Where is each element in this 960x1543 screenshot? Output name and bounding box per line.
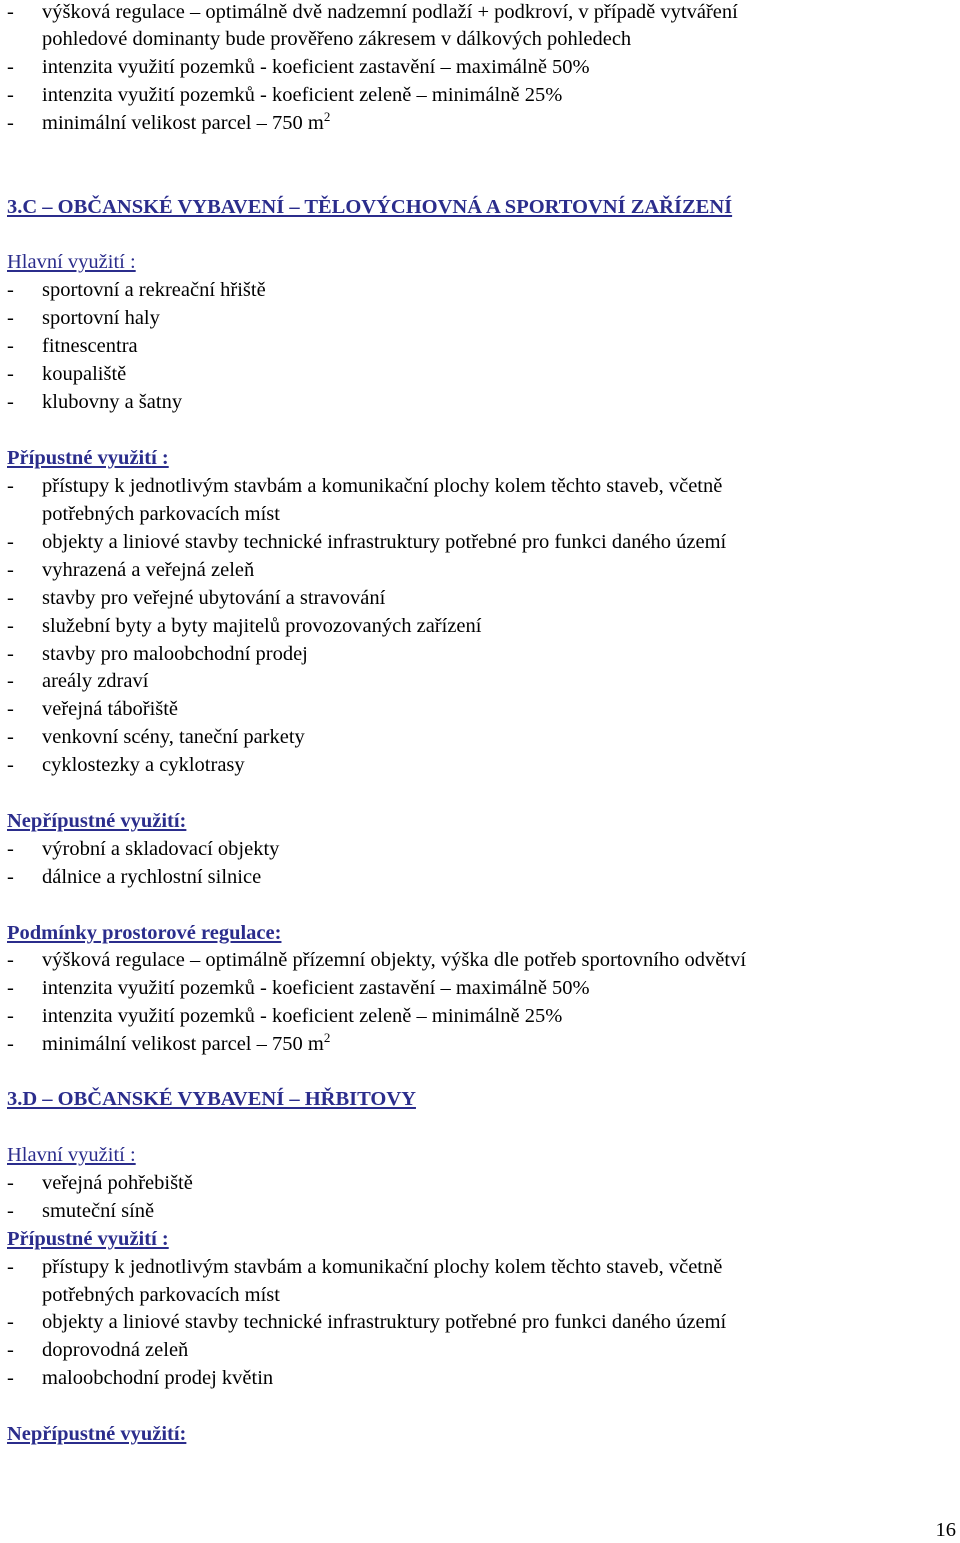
list-item-text: doprovodná zeleň (42, 1339, 189, 1361)
list-item (7, 111, 330, 135)
list-item (7, 753, 245, 777)
list-dash: - (7, 838, 14, 860)
list-dash: - (7, 866, 14, 888)
list-dash: - (7, 335, 14, 357)
list-item-text: stavby pro veřejné ubytování a stravování (42, 587, 386, 609)
list-item-text: smuteční síně (42, 1200, 155, 1222)
list-dash: - (7, 949, 14, 971)
list-dash: - (7, 698, 14, 720)
list-item-continuation: potřebných parkovacích míst (42, 503, 280, 525)
list-item-text: veřejná pohřebiště (42, 1172, 193, 1194)
list-item-text: koupaliště (42, 363, 127, 385)
list-item-text: minimální velikost parcel – 750 m (42, 1033, 324, 1055)
list-item-text: fitnescentra (42, 335, 138, 357)
list-item-text: objekty a liniové stavby technické infrastruktury potřebné pro funkci daného území (42, 1311, 727, 1333)
list-item-text: vyhrazená a veřejná zeleň (42, 559, 255, 581)
list-item-text: stavby pro maloobchodní prodej (42, 643, 308, 665)
list-item (7, 1255, 960, 1279)
list-item (7, 558, 254, 582)
list-dash: - (7, 1339, 14, 1361)
list-dash: - (7, 754, 14, 776)
list-item-text: dálnice a rychlostní silnice (42, 866, 262, 888)
list-item (7, 614, 481, 638)
list-dash: - (7, 279, 14, 301)
list-item-text: intenzita využití pozemků - koeficient zastavění – maximálně 50% (42, 977, 590, 999)
list-item-text: sportovní a rekreační hřiště (42, 279, 266, 301)
list-dash: - (7, 1367, 14, 1389)
section-title: 3.C – OBČANSKÉ VYBAVENÍ – TĚLOVÝCHOVNÁ A SPORTOVNÍ ZAŘÍZENÍ (7, 196, 733, 218)
list-dash: - (7, 559, 14, 581)
list-dash: - (7, 670, 14, 692)
list-item (7, 1171, 193, 1195)
list-dash: - (7, 643, 14, 665)
list-item-text: klubovny a šatny (42, 391, 183, 413)
list-dash: - (7, 1172, 14, 1194)
list-dash: - (7, 1311, 14, 1333)
list-dash: - (7, 977, 14, 999)
list-dash: - (7, 531, 14, 553)
list-item (7, 976, 590, 1000)
list-item-text: výšková regulace – optimálně přízemní objekty, výška dle potřeb sportovního odvětví (42, 949, 747, 971)
list-item (7, 55, 590, 79)
page-number: 16 (935, 1519, 956, 1541)
list-item-text: maloobchodní prodej květin (42, 1367, 274, 1389)
list-dash: - (7, 1, 14, 23)
list-item (7, 725, 305, 749)
list-item-text: areály zdraví (42, 670, 149, 692)
list-item (7, 362, 126, 386)
list-item (7, 474, 960, 498)
list-item-text: přístupy k jednotlivým stavbám a komunikační plochy kolem těchto staveb, včetně (42, 1256, 723, 1278)
list-item (7, 1004, 562, 1028)
list-item-continuation: potřebných parkovacích míst (42, 1284, 280, 1306)
forbidden-use-heading: Nepřípustné využití: (7, 810, 187, 832)
list-item-text: intenzita využití pozemků - koeficient zeleně – minimálně 25% (42, 84, 563, 106)
list-dash: - (7, 112, 14, 134)
list-dash: - (7, 84, 14, 106)
list-item (7, 837, 279, 861)
main-use-heading: Hlavní využití : (7, 251, 136, 273)
list-item-text: venkovní scény, taneční parkety (42, 726, 305, 748)
list-dash: - (7, 1005, 14, 1027)
list-item-text: sportovní haly (42, 307, 160, 329)
list-item-text: služební byty a byty majitelů provozovaných zařízení (42, 615, 482, 637)
list-dash: - (7, 1200, 14, 1222)
list-item (7, 1310, 726, 1334)
list-item-text: intenzita využití pozemků - koeficient zeleně – minimálně 25% (42, 1005, 563, 1027)
list-item (7, 83, 562, 107)
list-item (7, 530, 726, 554)
allowed-use-heading: Přípustné využití : (7, 1228, 169, 1250)
list-dash: - (7, 56, 14, 78)
list-item-text: intenzita využití pozemků - koeficient zastavění – maximálně 50% (42, 56, 590, 78)
list-item (7, 334, 138, 358)
list-dash: - (7, 475, 14, 497)
list-item (7, 390, 182, 414)
list-item (7, 586, 385, 610)
list-dash: - (7, 615, 14, 637)
list-item-text: objekty a liniové stavby technické infrastruktury potřebné pro funkci daného území (42, 531, 727, 553)
superscript: 2 (323, 1030, 331, 1045)
list-item (7, 278, 266, 302)
list-dash: - (7, 587, 14, 609)
list-item (7, 306, 160, 330)
forbidden-use-heading: Nepřípustné využití: (7, 1423, 187, 1445)
list-item (7, 1032, 330, 1056)
list-item-text: cyklostezky a cyklotrasy (42, 754, 245, 776)
section-title: 3.D – OBČANSKÉ VYBAVENÍ – HŘBITOVY (7, 1088, 416, 1110)
list-item (7, 0, 960, 24)
list-dash: - (7, 1256, 14, 1278)
conditions-heading: Podmínky prostorové regulace: (7, 922, 282, 944)
list-item (7, 642, 308, 666)
list-dash: - (7, 391, 14, 413)
list-dash: - (7, 726, 14, 748)
superscript: 2 (323, 109, 331, 124)
allowed-use-heading: Přípustné využití : (7, 447, 169, 469)
list-dash: - (7, 307, 14, 329)
list-item-text: výrobní a skladovací objekty (42, 838, 280, 860)
list-dash: - (7, 1033, 14, 1055)
main-use-heading: Hlavní využití : (7, 1144, 136, 1166)
list-item-continuation: pohledové dominanty bude prověřeno zákresem v dálkových pohledech (42, 28, 632, 50)
list-item-text: výšková regulace – optimálně dvě nadzemní podlaží + podkroví, v případě vytváření (42, 1, 738, 23)
list-item-text: přístupy k jednotlivým stavbám a komunikační plochy kolem těchto staveb, včetně (42, 475, 723, 497)
list-item-text: minimální velikost parcel – 750 m (42, 112, 324, 134)
list-item (7, 697, 178, 721)
list-item (7, 865, 261, 889)
list-item-text: veřejná tábořiště (42, 698, 179, 720)
list-item (7, 948, 746, 972)
list-item (7, 1199, 154, 1223)
list-item (7, 1338, 188, 1362)
list-item (7, 1366, 273, 1390)
list-item (7, 669, 148, 693)
list-dash: - (7, 363, 14, 385)
